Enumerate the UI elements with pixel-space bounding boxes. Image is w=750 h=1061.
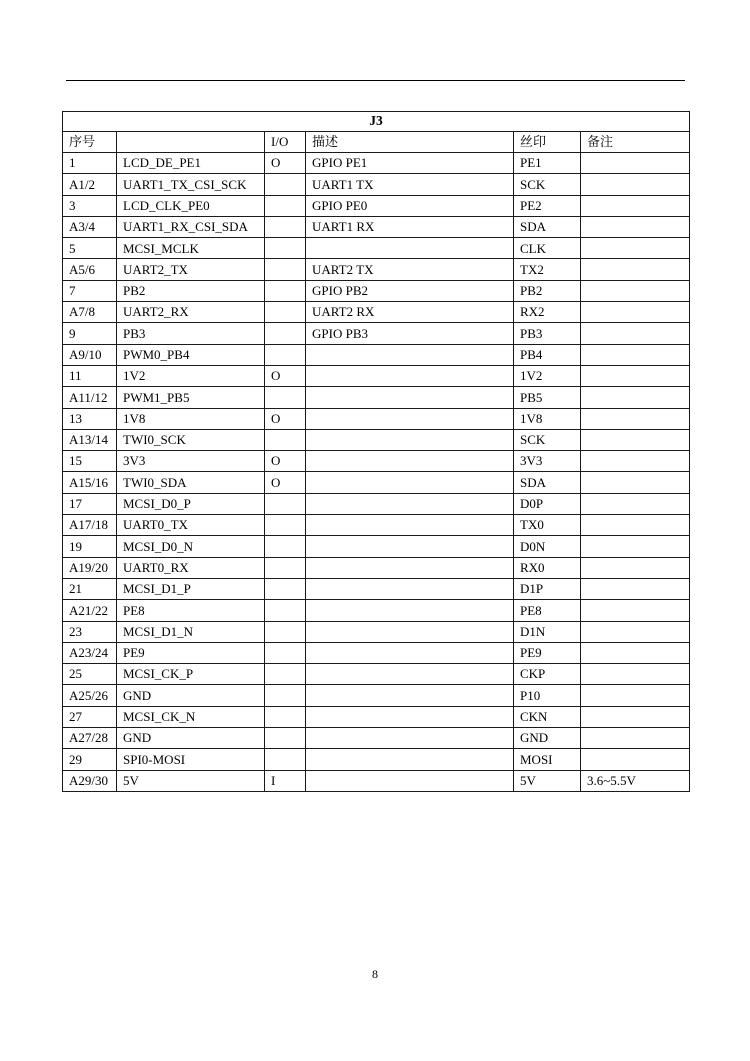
cell-silk: CLK	[514, 238, 581, 259]
table-row	[63, 728, 690, 749]
cell-seq: A13/14	[63, 429, 117, 450]
cell-desc	[306, 728, 514, 749]
cell-io	[265, 600, 306, 621]
cell-io	[265, 642, 306, 663]
cell-signal: PE9	[117, 642, 265, 663]
cell-silk: 1V8	[514, 408, 581, 429]
cell-io: O	[265, 153, 306, 174]
cell-seq: A29/30	[63, 770, 117, 791]
table-row	[63, 642, 690, 663]
cell-silk: PB5	[514, 387, 581, 408]
cell-seq: A23/24	[63, 642, 117, 663]
cell-io	[265, 259, 306, 280]
cell-signal: PE8	[117, 600, 265, 621]
cell-io	[265, 728, 306, 749]
table-row	[63, 749, 690, 770]
cell-seq: 21	[63, 578, 117, 599]
cell-desc	[306, 770, 514, 791]
cell-io	[265, 685, 306, 706]
cell-desc: UART1 TX	[306, 174, 514, 195]
cell-seq: 29	[63, 749, 117, 770]
table-body	[63, 153, 690, 792]
cell-note	[581, 728, 690, 749]
cell-note	[581, 557, 690, 578]
cell-seq: A11/12	[63, 387, 117, 408]
cell-silk: D1N	[514, 621, 581, 642]
cell-desc: UART2 TX	[306, 259, 514, 280]
cell-note	[581, 685, 690, 706]
cell-silk: PB3	[514, 323, 581, 344]
cell-signal: GND	[117, 685, 265, 706]
cell-desc	[306, 685, 514, 706]
page-number: 8	[372, 967, 378, 981]
cell-note	[581, 451, 690, 472]
cell-desc: GPIO PE1	[306, 153, 514, 174]
table-row	[63, 429, 690, 450]
cell-note	[581, 195, 690, 216]
cell-desc	[306, 451, 514, 472]
table-row	[63, 280, 690, 301]
cell-desc: GPIO PB3	[306, 323, 514, 344]
table-title-row	[63, 112, 690, 132]
table-row	[63, 557, 690, 578]
cell-signal: GND	[117, 728, 265, 749]
cell-desc	[306, 621, 514, 642]
table-row	[63, 664, 690, 685]
cell-seq: 1	[63, 153, 117, 174]
table-row	[63, 174, 690, 195]
cell-signal: PB2	[117, 280, 265, 301]
cell-desc	[306, 429, 514, 450]
cell-signal: UART2_RX	[117, 302, 265, 323]
table-row	[63, 536, 690, 557]
table-title: J3	[63, 112, 690, 132]
cell-seq: 9	[63, 323, 117, 344]
cell-io	[265, 749, 306, 770]
cell-seq: 7	[63, 280, 117, 301]
cell-note	[581, 238, 690, 259]
cell-note	[581, 493, 690, 514]
cell-note: 3.6~5.5V	[581, 770, 690, 791]
cell-signal: PWM0_PB4	[117, 344, 265, 365]
cell-desc	[306, 472, 514, 493]
cell-signal: MCSI_MCLK	[117, 238, 265, 259]
table-row	[63, 153, 690, 174]
cell-silk: 5V	[514, 770, 581, 791]
cell-signal: UART1_RX_CSI_SDA	[117, 216, 265, 237]
cell-silk: 3V3	[514, 451, 581, 472]
cell-note	[581, 578, 690, 599]
cell-desc	[306, 515, 514, 536]
cell-signal: 1V8	[117, 408, 265, 429]
cell-note	[581, 621, 690, 642]
cell-desc: UART2 RX	[306, 302, 514, 323]
col-header-seq: 序号	[63, 132, 117, 153]
table-row	[63, 706, 690, 727]
table-row	[63, 600, 690, 621]
cell-signal: MCSI_CK_P	[117, 664, 265, 685]
cell-silk: D0P	[514, 493, 581, 514]
cell-note	[581, 216, 690, 237]
cell-note	[581, 472, 690, 493]
cell-io	[265, 536, 306, 557]
cell-silk: PE1	[514, 153, 581, 174]
table-row	[63, 323, 690, 344]
cell-silk: SDA	[514, 216, 581, 237]
cell-io	[265, 621, 306, 642]
cell-note	[581, 749, 690, 770]
cell-desc	[306, 493, 514, 514]
cell-silk: PE2	[514, 195, 581, 216]
cell-signal: 1V2	[117, 365, 265, 386]
cell-signal: UART0_TX	[117, 515, 265, 536]
table-row	[63, 195, 690, 216]
cell-silk: GND	[514, 728, 581, 749]
cell-seq: A19/20	[63, 557, 117, 578]
col-header-signal	[117, 132, 265, 153]
cell-seq: 13	[63, 408, 117, 429]
cell-note	[581, 664, 690, 685]
cell-seq: 19	[63, 536, 117, 557]
cell-io	[265, 323, 306, 344]
cell-signal: PWM1_PB5	[117, 387, 265, 408]
table-row	[63, 770, 690, 791]
cell-seq: 15	[63, 451, 117, 472]
j3-pin-table	[62, 111, 690, 792]
table-row	[63, 365, 690, 386]
cell-silk: PB4	[514, 344, 581, 365]
table-row	[63, 302, 690, 323]
cell-seq: 5	[63, 238, 117, 259]
cell-silk: SCK	[514, 174, 581, 195]
cell-silk: RX2	[514, 302, 581, 323]
cell-io: O	[265, 451, 306, 472]
cell-io: O	[265, 472, 306, 493]
cell-io	[265, 302, 306, 323]
cell-note	[581, 387, 690, 408]
cell-signal: UART2_TX	[117, 259, 265, 280]
col-header-silk: 丝印	[514, 132, 581, 153]
cell-io: O	[265, 408, 306, 429]
cell-note	[581, 600, 690, 621]
cell-io	[265, 493, 306, 514]
cell-signal: SPI0-MOSI	[117, 749, 265, 770]
cell-seq: A15/16	[63, 472, 117, 493]
cell-silk: 1V2	[514, 365, 581, 386]
cell-silk: CKN	[514, 706, 581, 727]
cell-note	[581, 536, 690, 557]
cell-silk: SCK	[514, 429, 581, 450]
cell-desc	[306, 365, 514, 386]
cell-desc	[306, 408, 514, 429]
table-row	[63, 578, 690, 599]
cell-seq: A7/8	[63, 302, 117, 323]
cell-signal: TWI0_SCK	[117, 429, 265, 450]
cell-silk: PB2	[514, 280, 581, 301]
cell-signal: 5V	[117, 770, 265, 791]
page-header-rule	[66, 80, 685, 81]
cell-silk: D1P	[514, 578, 581, 599]
cell-silk: TX0	[514, 515, 581, 536]
cell-note	[581, 259, 690, 280]
cell-io: I	[265, 770, 306, 791]
cell-seq: A21/22	[63, 600, 117, 621]
cell-io: O	[265, 365, 306, 386]
cell-silk: MOSI	[514, 749, 581, 770]
cell-note	[581, 706, 690, 727]
cell-signal: LCD_DE_PE1	[117, 153, 265, 174]
table-row	[63, 472, 690, 493]
cell-signal: MCSI_D0_N	[117, 536, 265, 557]
table-header-row	[63, 132, 690, 153]
table-row	[63, 238, 690, 259]
table-row	[63, 685, 690, 706]
cell-seq: 11	[63, 365, 117, 386]
cell-signal: LCD_CLK_PE0	[117, 195, 265, 216]
cell-desc	[306, 664, 514, 685]
cell-seq: A27/28	[63, 728, 117, 749]
cell-desc: GPIO PE0	[306, 195, 514, 216]
cell-desc	[306, 706, 514, 727]
table-row	[63, 493, 690, 514]
cell-io	[265, 515, 306, 536]
cell-seq: A25/26	[63, 685, 117, 706]
table-row	[63, 387, 690, 408]
cell-signal: MCSI_CK_N	[117, 706, 265, 727]
table-row	[63, 515, 690, 536]
col-header-desc: 描述	[306, 132, 514, 153]
cell-note	[581, 302, 690, 323]
cell-silk: CKP	[514, 664, 581, 685]
cell-seq: A3/4	[63, 216, 117, 237]
cell-desc: UART1 RX	[306, 216, 514, 237]
cell-silk: PE8	[514, 600, 581, 621]
cell-signal: MCSI_D0_P	[117, 493, 265, 514]
cell-seq: 27	[63, 706, 117, 727]
cell-desc	[306, 344, 514, 365]
cell-silk: SDA	[514, 472, 581, 493]
cell-io	[265, 195, 306, 216]
table-row	[63, 621, 690, 642]
cell-note	[581, 429, 690, 450]
cell-io	[265, 238, 306, 259]
cell-seq: A1/2	[63, 174, 117, 195]
cell-note	[581, 408, 690, 429]
cell-seq: A5/6	[63, 259, 117, 280]
table-row	[63, 408, 690, 429]
cell-note	[581, 323, 690, 344]
cell-seq: 3	[63, 195, 117, 216]
table-row	[63, 216, 690, 237]
cell-seq: A17/18	[63, 515, 117, 536]
cell-signal: UART0_RX	[117, 557, 265, 578]
cell-seq: A9/10	[63, 344, 117, 365]
cell-signal: PB3	[117, 323, 265, 344]
cell-signal: MCSI_D1_N	[117, 621, 265, 642]
cell-note	[581, 153, 690, 174]
cell-silk: PE9	[514, 642, 581, 663]
cell-io	[265, 344, 306, 365]
cell-note	[581, 642, 690, 663]
cell-signal: 3V3	[117, 451, 265, 472]
cell-note	[581, 515, 690, 536]
cell-io	[265, 578, 306, 599]
table-row	[63, 344, 690, 365]
cell-io	[265, 387, 306, 408]
col-header-note: 备注	[581, 132, 690, 153]
cell-note	[581, 344, 690, 365]
cell-desc	[306, 642, 514, 663]
cell-signal: TWI0_SDA	[117, 472, 265, 493]
table-row	[63, 451, 690, 472]
cell-desc	[306, 387, 514, 408]
cell-desc	[306, 238, 514, 259]
cell-signal: UART1_TX_CSI_SCK	[117, 174, 265, 195]
cell-note	[581, 174, 690, 195]
cell-silk: RX0	[514, 557, 581, 578]
cell-io	[265, 664, 306, 685]
cell-desc	[306, 749, 514, 770]
cell-io	[265, 557, 306, 578]
cell-desc	[306, 536, 514, 557]
cell-note	[581, 365, 690, 386]
cell-io	[265, 706, 306, 727]
cell-desc: GPIO PB2	[306, 280, 514, 301]
cell-desc	[306, 600, 514, 621]
cell-silk: D0N	[514, 536, 581, 557]
cell-desc	[306, 557, 514, 578]
cell-seq: 25	[63, 664, 117, 685]
cell-silk: TX2	[514, 259, 581, 280]
cell-seq: 17	[63, 493, 117, 514]
cell-desc	[306, 578, 514, 599]
cell-note	[581, 280, 690, 301]
table-row	[63, 259, 690, 280]
cell-io	[265, 174, 306, 195]
cell-io	[265, 216, 306, 237]
cell-io	[265, 280, 306, 301]
cell-signal: MCSI_D1_P	[117, 578, 265, 599]
cell-silk: P10	[514, 685, 581, 706]
cell-io	[265, 429, 306, 450]
col-header-io: I/O	[265, 132, 306, 153]
cell-seq: 23	[63, 621, 117, 642]
